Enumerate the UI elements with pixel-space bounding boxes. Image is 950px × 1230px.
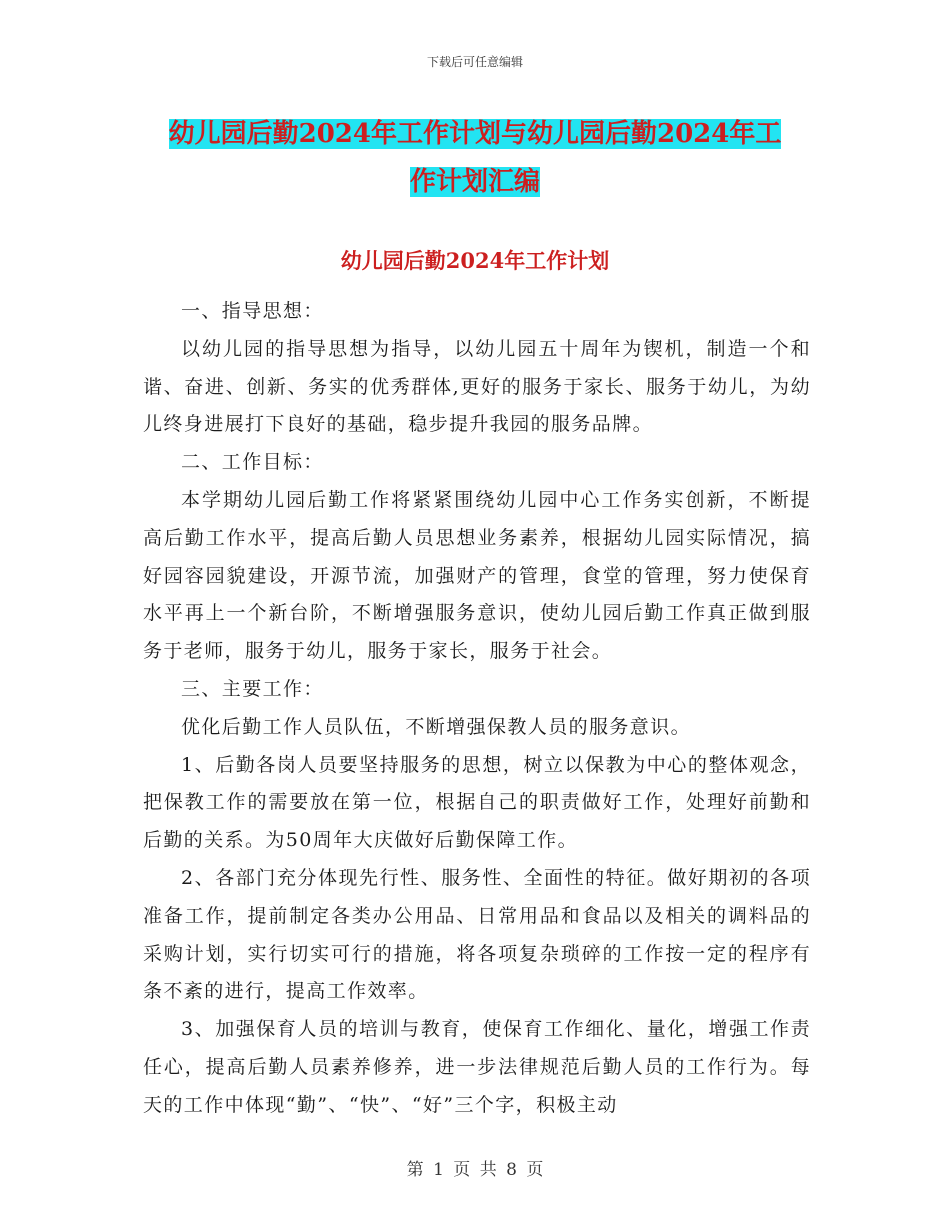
heading-main-work: 三、主要工作： [181,677,324,700]
paragraph-guiding-ideology: 以幼儿园的指导思想为指导，以幼儿园五十周年为锲机，制造一个和谐、奋进、创新、务实的优秀群体,更好的服务于家长、服务于幼儿，为幼儿终身进展打下良好的基础，稳步提升我园的服务品牌。 [143,337,811,436]
paragraph-item-2: 2、各部门充分体现先行性、服务性、全面性的特征。做好期初的各项准备工作，提前制定各类办公用品、日常用品和食品以及相关的调料品的采购计划，实行切实可行的措施，将各项复杂琐碎的工作按一定的程序有条不紊的进行，提高工作效率。 [143,866,811,1003]
paragraph-main-work-intro: 优化后勤工作人员队伍，不断增强保教人员的服务意识。 [181,715,692,738]
paragraph-item-1: 1、后勤各岗人员要坚持服务的思想，树立以保教为中心的整体观念，把保教工作的需要放在第一位，根据自己的职责做好工作，处理好前勤和后勤的关系。为50周年大庆做好后勤保障工作。 [143,753,811,852]
heading-guiding-ideology: 一、指导思想： [181,300,324,322]
document-title-line-1: 幼儿园后勤2024年工作计划与幼儿园后勤2024年工 [168,119,782,149]
paragraph-work-goals: 本学期幼儿园后勤工作将紧紧围绕幼儿园中心工作务实创新，不断提高后勤工作水平，提高后勤人员思想业务素养，根据幼儿园实际情况，搞好园容园貌建设，开源节流，加强财产的管理，食堂的管理，努力使保育水平再上一个新台阶，不断增强服务意识，使幼儿园后勤工作真正做到服务于老师，服务于幼儿，服务于家长，服务于社会。 [143,488,811,663]
heading-work-goals: 二、工作目标： [181,451,324,474]
page-number: 第 1 页 共 8 页 [406,1160,544,1180]
document-title-line-2: 作计划汇编 [409,167,540,197]
document-body [143,293,811,1125]
header-note: 下载后可任意编辑 [426,55,523,69]
section-title: 幼儿园后勤2024年工作计划 [340,248,610,273]
document-title [140,110,810,206]
paragraph-item-3: 3、加强保育人员的培训与教育，使保育工作细化、量化，增强工作责任心，提高后勤人员素养修养，进一步法律规范后勤人员的工作行为。每天的工作中体现“勤”、“快”、“好”三个字，积极主动 [143,1018,811,1116]
